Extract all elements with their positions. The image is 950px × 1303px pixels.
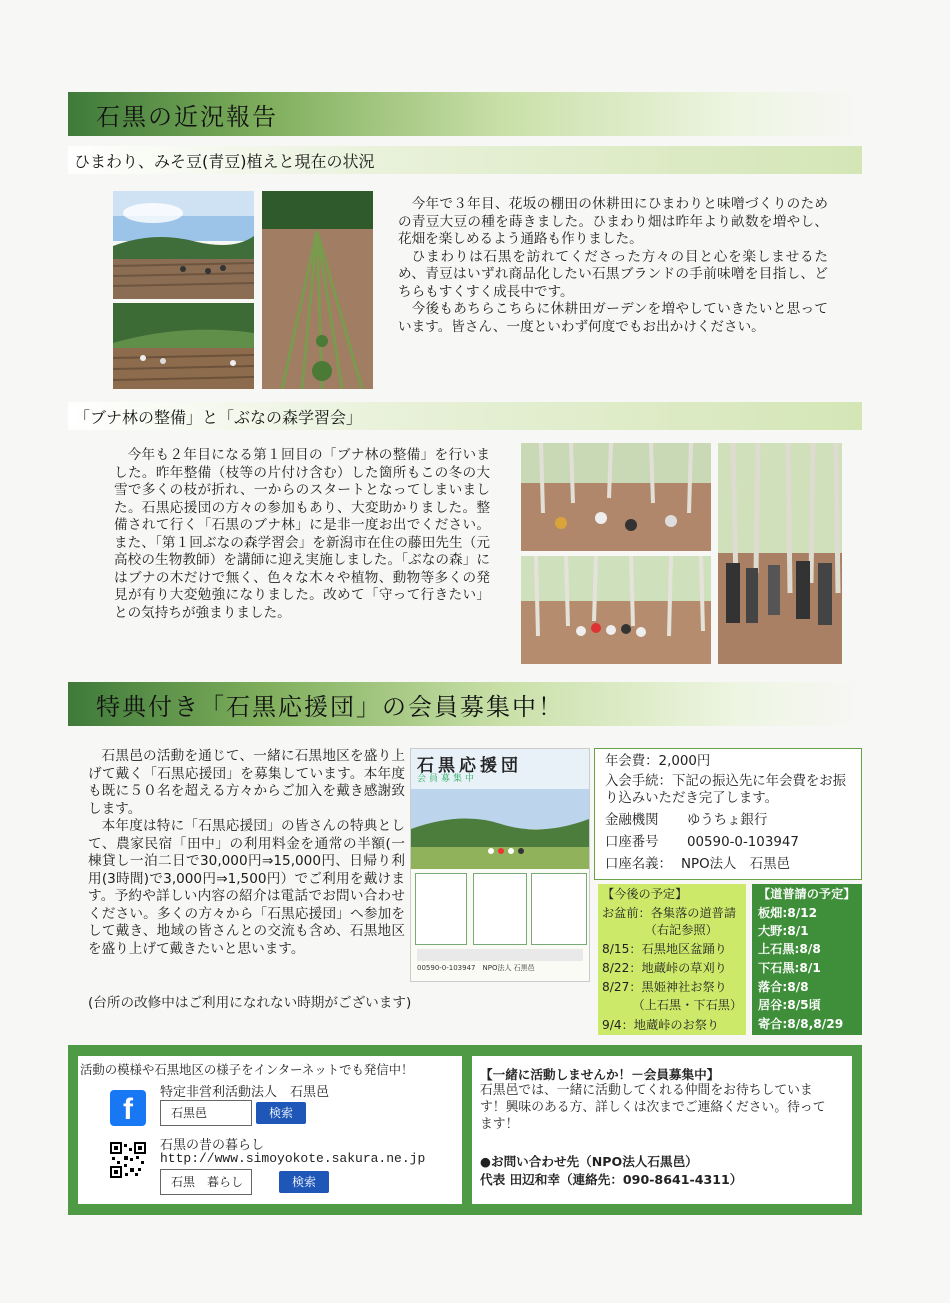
upcoming-schedule (598, 884, 746, 1035)
web-headline: 活動の模様や石黒地区の様子をインターネットでも発信中！ (80, 1062, 414, 1077)
photo-beech-group-1 (521, 443, 711, 551)
facebook-icon[interactable]: f (110, 1090, 146, 1126)
beech-report-text (114, 447, 490, 622)
section-title: 石黒の近況報告 (96, 103, 278, 131)
road-item: 大野:8/1 (758, 924, 809, 938)
renovation-note: (台所の改修中はご利用になれない時期がございます) (88, 995, 412, 1011)
search-button-2[interactable]: 検索 (279, 1171, 329, 1193)
road-header: 【道普請の予定】 (758, 887, 856, 901)
paragraph: 今年で３年目、花坂の棚田の休耕田にひまわりと味噌づくりのための青豆大豆の種を蒔きました。ひまわり畑は昨年より畝数を増やし、花畑を楽しめるよう通路も作りました。 (398, 196, 828, 247)
schedule-item: お盆前：各集落の道普請 (602, 906, 737, 920)
qr-code-icon (110, 1142, 146, 1178)
subsection-header-sunflower (68, 146, 862, 174)
contact-info: 代表 田辺和幸（連絡先：090-8641-4311） (480, 1172, 743, 1187)
membership-info-box (594, 748, 862, 880)
holder-value: NPO法人 石黒邑 (681, 857, 790, 872)
flyer-phone: 00590-0-103947 NPO法人 石黒邑 (417, 964, 535, 972)
search-field-2[interactable]: 石黒 暮らし (160, 1169, 252, 1195)
road-item: 板畑:8/12 (758, 906, 818, 920)
bank-label: 金融機関 (605, 813, 659, 828)
photo-beech-forest-people (718, 443, 842, 664)
blog-title: 石黒の昔の暮らし (160, 1138, 265, 1153)
schedule-item: 8/22：地蔵峠の草刈り (602, 961, 727, 975)
paragraph: 今後もあちらこちらに休耕田ガーデンを増やしていきたいと思っています。皆さん、一度といわず何度でもお出かけください。 (398, 301, 828, 335)
flyer-title: 石黒応援団 (417, 756, 522, 776)
account-label: 口座番号 (605, 835, 659, 850)
schedule-item: （上石黒・下石黒） (602, 998, 743, 1012)
search-field-1[interactable]: 石黒邑 (160, 1100, 252, 1126)
bank-value: ゆうちょ銀行 (687, 813, 768, 828)
flyer-subtitle: 会員募集中 (417, 774, 478, 784)
schedule-item: 9/4：地蔵峠のお祭り (602, 1018, 720, 1032)
schedule-item: 8/15：石黒地区盆踊り (602, 942, 727, 956)
subsection-header-beech (68, 402, 862, 430)
road-item: 落合:8/8 (758, 980, 809, 994)
procedure: 入会手続：下記の振込先に年会費をお振り込みいただき完了します。 (605, 774, 847, 806)
schedule-item: （右記参照） (602, 923, 718, 937)
membership-flyer (410, 748, 590, 982)
footer-web-panel (78, 1056, 462, 1204)
subsection-title: 「ブナ林の整備」と「ぶなの森学習会」 (74, 408, 363, 427)
search-button-1[interactable]: 検索 (256, 1102, 306, 1124)
paragraph: 今年も２年目になる第１回目の「ブナ林の整備」を行いました。昨年整備（枝等の片付け含む）した箇所もこの冬の大雪で多くの枝が折れ、一からのスタートとなってしまいました。石黒応援団の方々の参加もあり、大変助かりました。整備されて行く「石黒のブナ林」に是非一度お出でください。また、「第１回ぶなの森学習会」を新潟市在住の藤田先生（元高校の生物教師）を講師に迎え実施しました。「ぶなの森」にはブナの木だけで無く、色々な木々や植物、動物等多くの発見が有り大変勉強になりました。改めて「守って行きたい」との気持ちが強まりました。 (114, 447, 490, 621)
road-item: 寄合:8/8,8/29 (758, 1017, 844, 1031)
photo-field-planting-1 (113, 191, 254, 299)
paragraph: 石黒邑の活動を通じて、一緒に石黒地区を盛り上げて戴く「石黒応援団」を募集しています。本年度も既に５０名を超える方々からご加入を戴き感謝致します。 (88, 748, 405, 817)
section-header-membership (68, 682, 858, 726)
footer-recruit-panel (472, 1056, 852, 1204)
photo-beech-group-2 (521, 556, 711, 664)
membership-text (88, 748, 405, 958)
sunflower-report-text (398, 196, 828, 336)
road-maintenance-schedule (752, 884, 862, 1035)
paragraph: 本年度は特に「石黒応援団」の皆さんの特典として、農家民宿「田中」の利用料金を通常の半額(一棟貸し一泊二日で30,000円⇒15,000円、日帰り利用(3時間)で3,000円⇒1,500円）でご利用を戴けます。予約や詳しい内容の紹介は電話でお問い合わせください。多くの方々から「石黒応援団」へ参加をして戴き、地域の皆さんとの交流も含め、石黒地区を盛り上げて戴きたいと思います。 (88, 818, 405, 957)
section-title: 特典付き「石黒応援団」の会員募集中！ (96, 693, 564, 721)
website-url[interactable]: http://www.simoyokote.sakura.ne.jp (160, 1151, 426, 1166)
recruit-title: 【一緒に活動しませんか！－会員募集中】 (480, 1067, 720, 1082)
schedule-header: 【今後の予定】 (602, 887, 688, 901)
flyer-photo (411, 789, 589, 869)
subsection-title: ひまわり、みそ豆(青豆)植えと現在の状況 (74, 152, 375, 171)
account-value: 00590-0-103947 (687, 835, 799, 850)
recruit-body: 石黒邑では、一緒に活動してくれる仲間をお待ちしています！興味のある方、詳しくは次までご連絡ください。待ってます！ (480, 1083, 826, 1132)
photo-bean-field (262, 191, 373, 389)
photo-field-planting-2 (113, 303, 254, 389)
road-item: 下石黒:8/1 (758, 961, 821, 975)
org-name: 特定非営利活動法人 石黒邑 (160, 1085, 330, 1100)
section-header-news (68, 92, 858, 136)
holder-label: 口座名義： (605, 857, 672, 872)
schedule-item: 8/27：黒姫神社お祭り (602, 980, 727, 994)
fee: 年会費：2,000円 (605, 754, 711, 769)
paragraph: ひまわりは石黒を訪れてくださった方々の目と心を楽しませるため、青豆はいずれ商品化したい石黒ブランドの手前味噌を目指し、どちらもすくすく成長中です。 (398, 248, 828, 300)
contact-title: ●お問い合わせ先（NPO法人石黒邑） (480, 1154, 698, 1169)
road-item: 居谷:8/5頃 (758, 998, 821, 1012)
road-item: 上石黒:8/8 (758, 942, 821, 956)
